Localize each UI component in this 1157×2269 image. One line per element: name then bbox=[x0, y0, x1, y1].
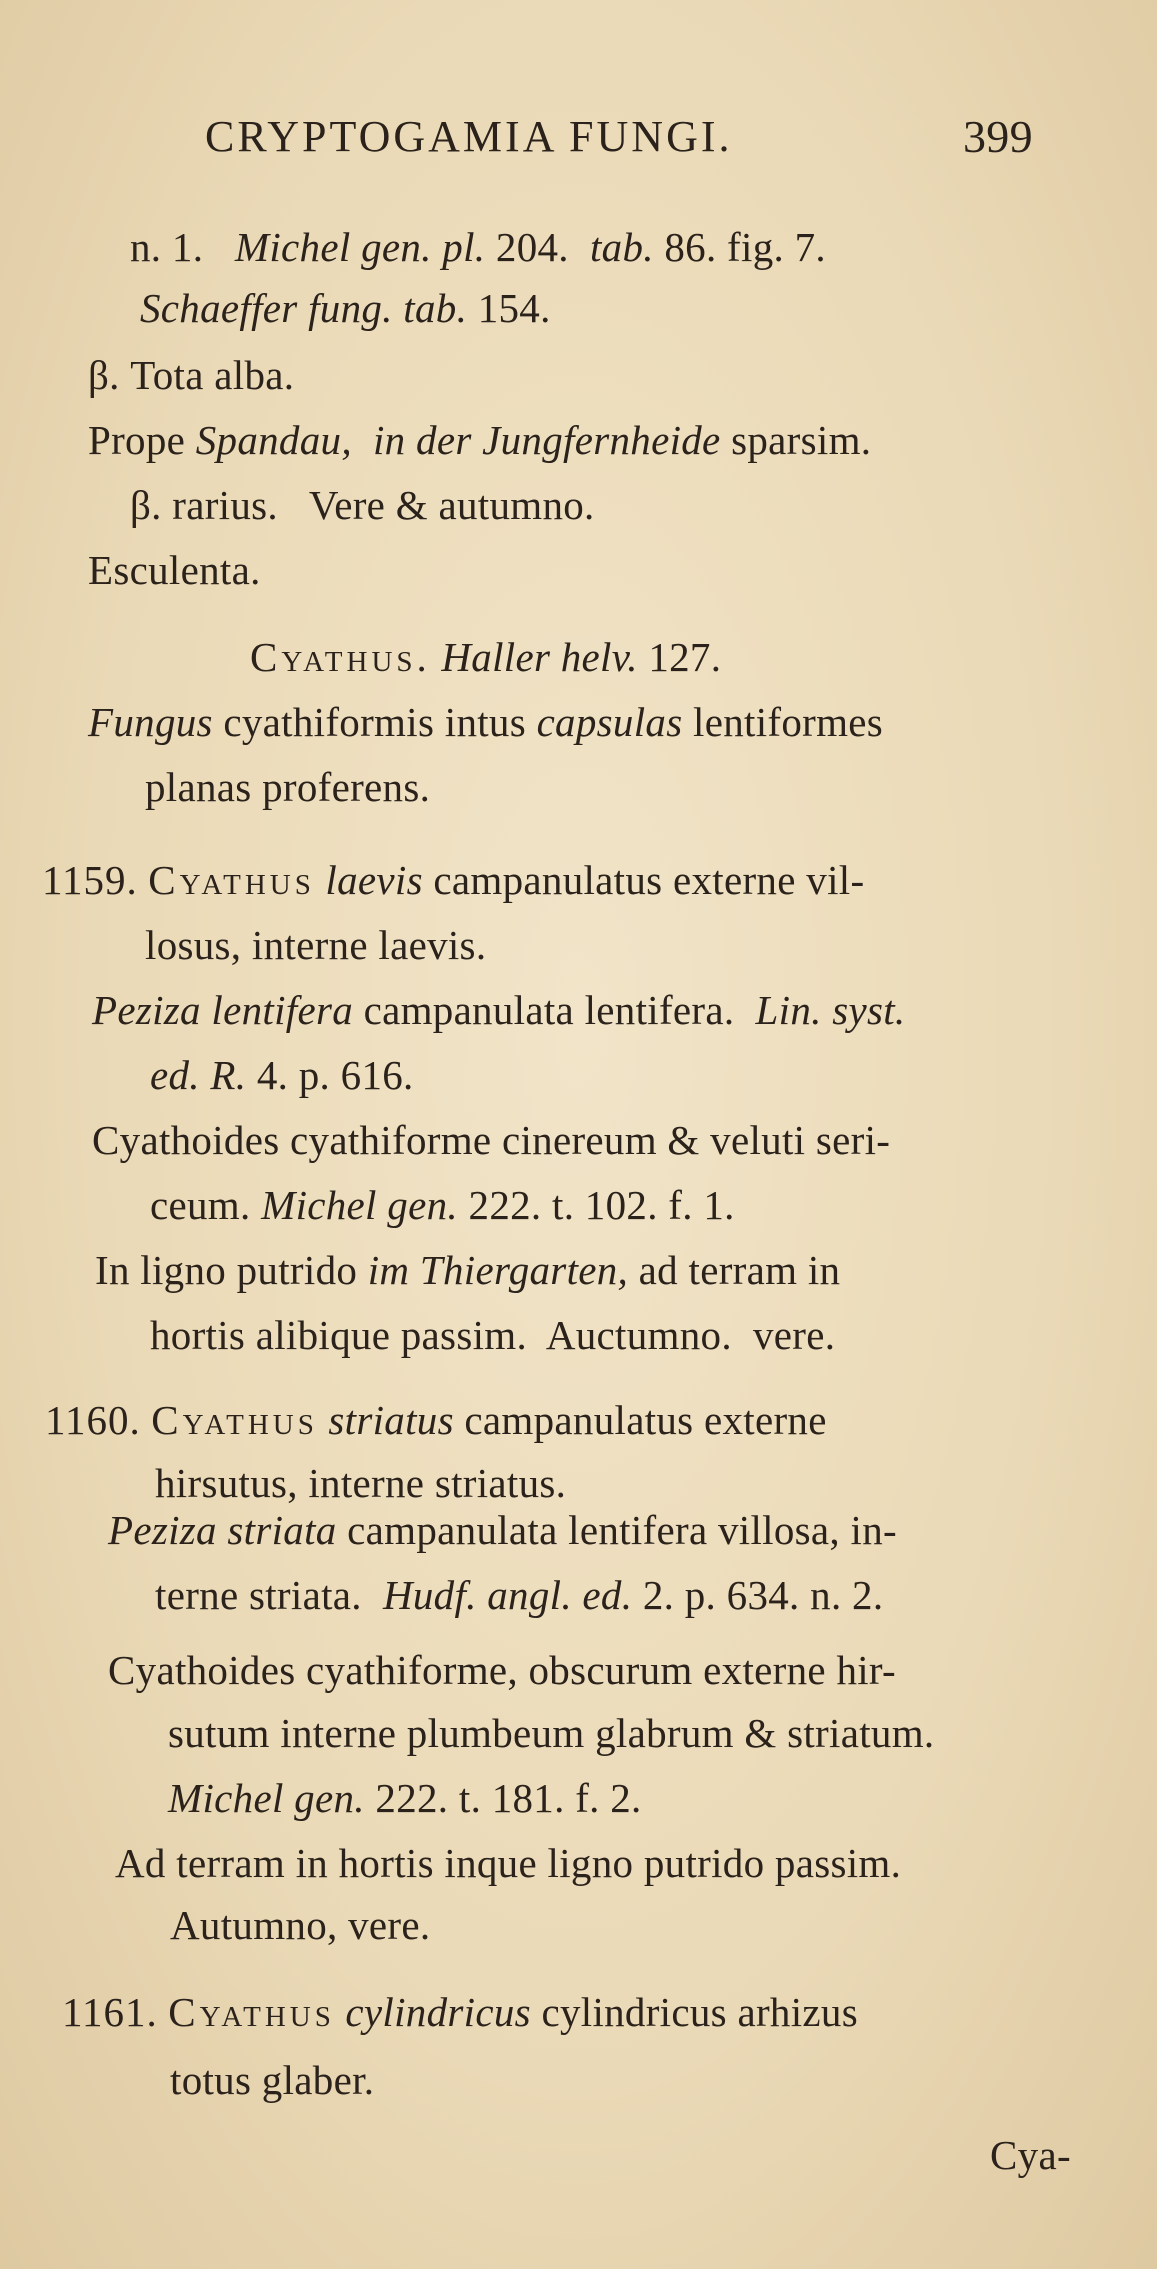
text-fragment: campanulatus externe bbox=[464, 1397, 827, 1443]
text-fragment: cylindricus arhizus bbox=[541, 1989, 858, 2035]
text-line bbox=[108, 1645, 896, 1695]
text-line bbox=[92, 1115, 890, 1165]
citation: Schaeffer fung. tab. bbox=[140, 285, 468, 331]
running-head: CRYPTOGAMIA FUNGI. bbox=[205, 112, 733, 161]
text-fragment: lentiformes bbox=[693, 699, 884, 745]
text-fragment: 154. bbox=[477, 285, 551, 331]
text-line bbox=[145, 762, 430, 812]
text-line bbox=[88, 545, 261, 595]
citation: Michel gen. bbox=[168, 1775, 365, 1821]
text-fragment: 86. fig. 7. bbox=[664, 224, 826, 270]
text-fragment: losus, interne laevis. bbox=[145, 922, 487, 968]
text-fragment: sutum interne plumbeum glabrum & striatum. bbox=[168, 1710, 935, 1756]
text-line bbox=[155, 1570, 883, 1620]
species-number: 1160. bbox=[45, 1397, 141, 1443]
text-fragment: planas proferens. bbox=[145, 764, 431, 810]
text-line bbox=[130, 222, 826, 272]
citation: tab. bbox=[589, 224, 654, 270]
text-fragment: cyathiformis intus bbox=[223, 699, 526, 745]
text-fragment: 127. bbox=[648, 634, 722, 680]
text-line bbox=[150, 1180, 735, 1230]
species-epithet: laevis bbox=[325, 857, 423, 903]
place-name: im Thiergarten, bbox=[367, 1247, 629, 1293]
text-fragment: 222. t. 181. f. 2. bbox=[375, 1775, 642, 1821]
text-fragment: 4. p. 616. bbox=[256, 1052, 414, 1098]
text-fragment: terne striata. bbox=[155, 1572, 362, 1618]
genus-name: Cyathus. bbox=[250, 634, 431, 680]
catchword: Cya- bbox=[990, 2132, 1071, 2178]
text-fragment: sparsim. bbox=[731, 417, 872, 463]
text-fragment: Cyathoides cyathiforme cinereum & veluti seri- bbox=[92, 1117, 891, 1163]
citation: Lin. syst. bbox=[755, 987, 906, 1033]
text-fragment: hirsutus, interne striatus. bbox=[155, 1460, 567, 1506]
text-line bbox=[145, 920, 486, 970]
text-line bbox=[95, 1245, 840, 1295]
synonym: Peziza striata bbox=[108, 1507, 337, 1553]
text-fragment: 204. bbox=[495, 224, 569, 270]
species-epithet: cylindricus bbox=[345, 1989, 531, 2035]
text-fragment: Autumno, vere. bbox=[170, 1902, 431, 1948]
text-fragment: n. 1. bbox=[130, 224, 204, 270]
text-fragment: Esculenta. bbox=[88, 547, 261, 593]
text-fragment: campanulata lentifera. bbox=[363, 987, 735, 1033]
genus-name: Cyathus bbox=[168, 1989, 335, 2035]
species-entry-1160 bbox=[45, 1395, 827, 1445]
text-line bbox=[140, 283, 551, 333]
text-fragment: 222. t. 102. f. 1. bbox=[468, 1182, 735, 1228]
citation: Haller helv. bbox=[441, 634, 638, 680]
text-line bbox=[170, 2055, 374, 2105]
citation: Michel gen. bbox=[261, 1182, 458, 1228]
text-line bbox=[115, 1838, 901, 1888]
text-line bbox=[88, 415, 871, 465]
text-fragment: ad terram in bbox=[638, 1247, 841, 1293]
genus-name: Cyathus bbox=[151, 1397, 318, 1443]
text-fragment: Prope bbox=[88, 417, 186, 463]
text-line bbox=[168, 1708, 934, 1758]
text-line bbox=[88, 350, 294, 400]
text-line bbox=[92, 985, 905, 1035]
text-line bbox=[108, 1505, 897, 1555]
text-line bbox=[88, 697, 883, 747]
species-entry-1159 bbox=[42, 855, 864, 905]
genus-name: Cyathus bbox=[148, 857, 315, 903]
species-number: 1161. bbox=[62, 1989, 158, 2035]
text-fragment: totus glaber. bbox=[170, 2057, 375, 2103]
text-fragment: β. Tota alba. bbox=[88, 352, 295, 398]
text-fragment: 2. p. 634. n. 2. bbox=[642, 1572, 884, 1618]
text-fragment: campanulatus externe vil- bbox=[433, 857, 865, 903]
genus-name: Fungus bbox=[88, 699, 213, 745]
text-line bbox=[130, 480, 595, 530]
text-line bbox=[170, 1900, 430, 1950]
citation: Hudf. angl. ed. bbox=[382, 1572, 633, 1618]
place-name: in der Jungfernheide bbox=[372, 417, 721, 463]
species-epithet: striatus bbox=[328, 1397, 454, 1443]
text-line bbox=[155, 1458, 566, 1508]
text-fragment: In ligno putrido bbox=[95, 1247, 358, 1293]
text-fragment: Ad terram in hortis inque ligno putrido passim. bbox=[115, 1840, 902, 1886]
text-line bbox=[168, 1773, 642, 1823]
text-fragment: hortis alibique passim. Auctumno. vere. bbox=[150, 1312, 836, 1358]
text-fragment: ceum. bbox=[150, 1182, 251, 1228]
species-entry-1161 bbox=[62, 1987, 858, 2037]
page-number: 399 bbox=[963, 111, 1033, 162]
citation: ed. R. bbox=[150, 1052, 247, 1098]
place-name: Spandau, bbox=[195, 417, 352, 463]
species-number: 1159. bbox=[42, 857, 138, 903]
synonym: Peziza lentifera bbox=[92, 987, 354, 1033]
italic-term: capsulas bbox=[536, 699, 683, 745]
text-line bbox=[150, 1310, 835, 1360]
text-fragment: Cyathoides cyathiforme, obscurum externe hir- bbox=[108, 1647, 897, 1693]
text-line bbox=[150, 1050, 414, 1100]
text-fragment: β. rarius. Vere & autumno. bbox=[130, 482, 595, 528]
citation: Michel gen. pl. bbox=[234, 224, 486, 270]
text-fragment: campanulata lentifera villosa, in- bbox=[347, 1507, 897, 1553]
genus-heading bbox=[250, 632, 721, 682]
